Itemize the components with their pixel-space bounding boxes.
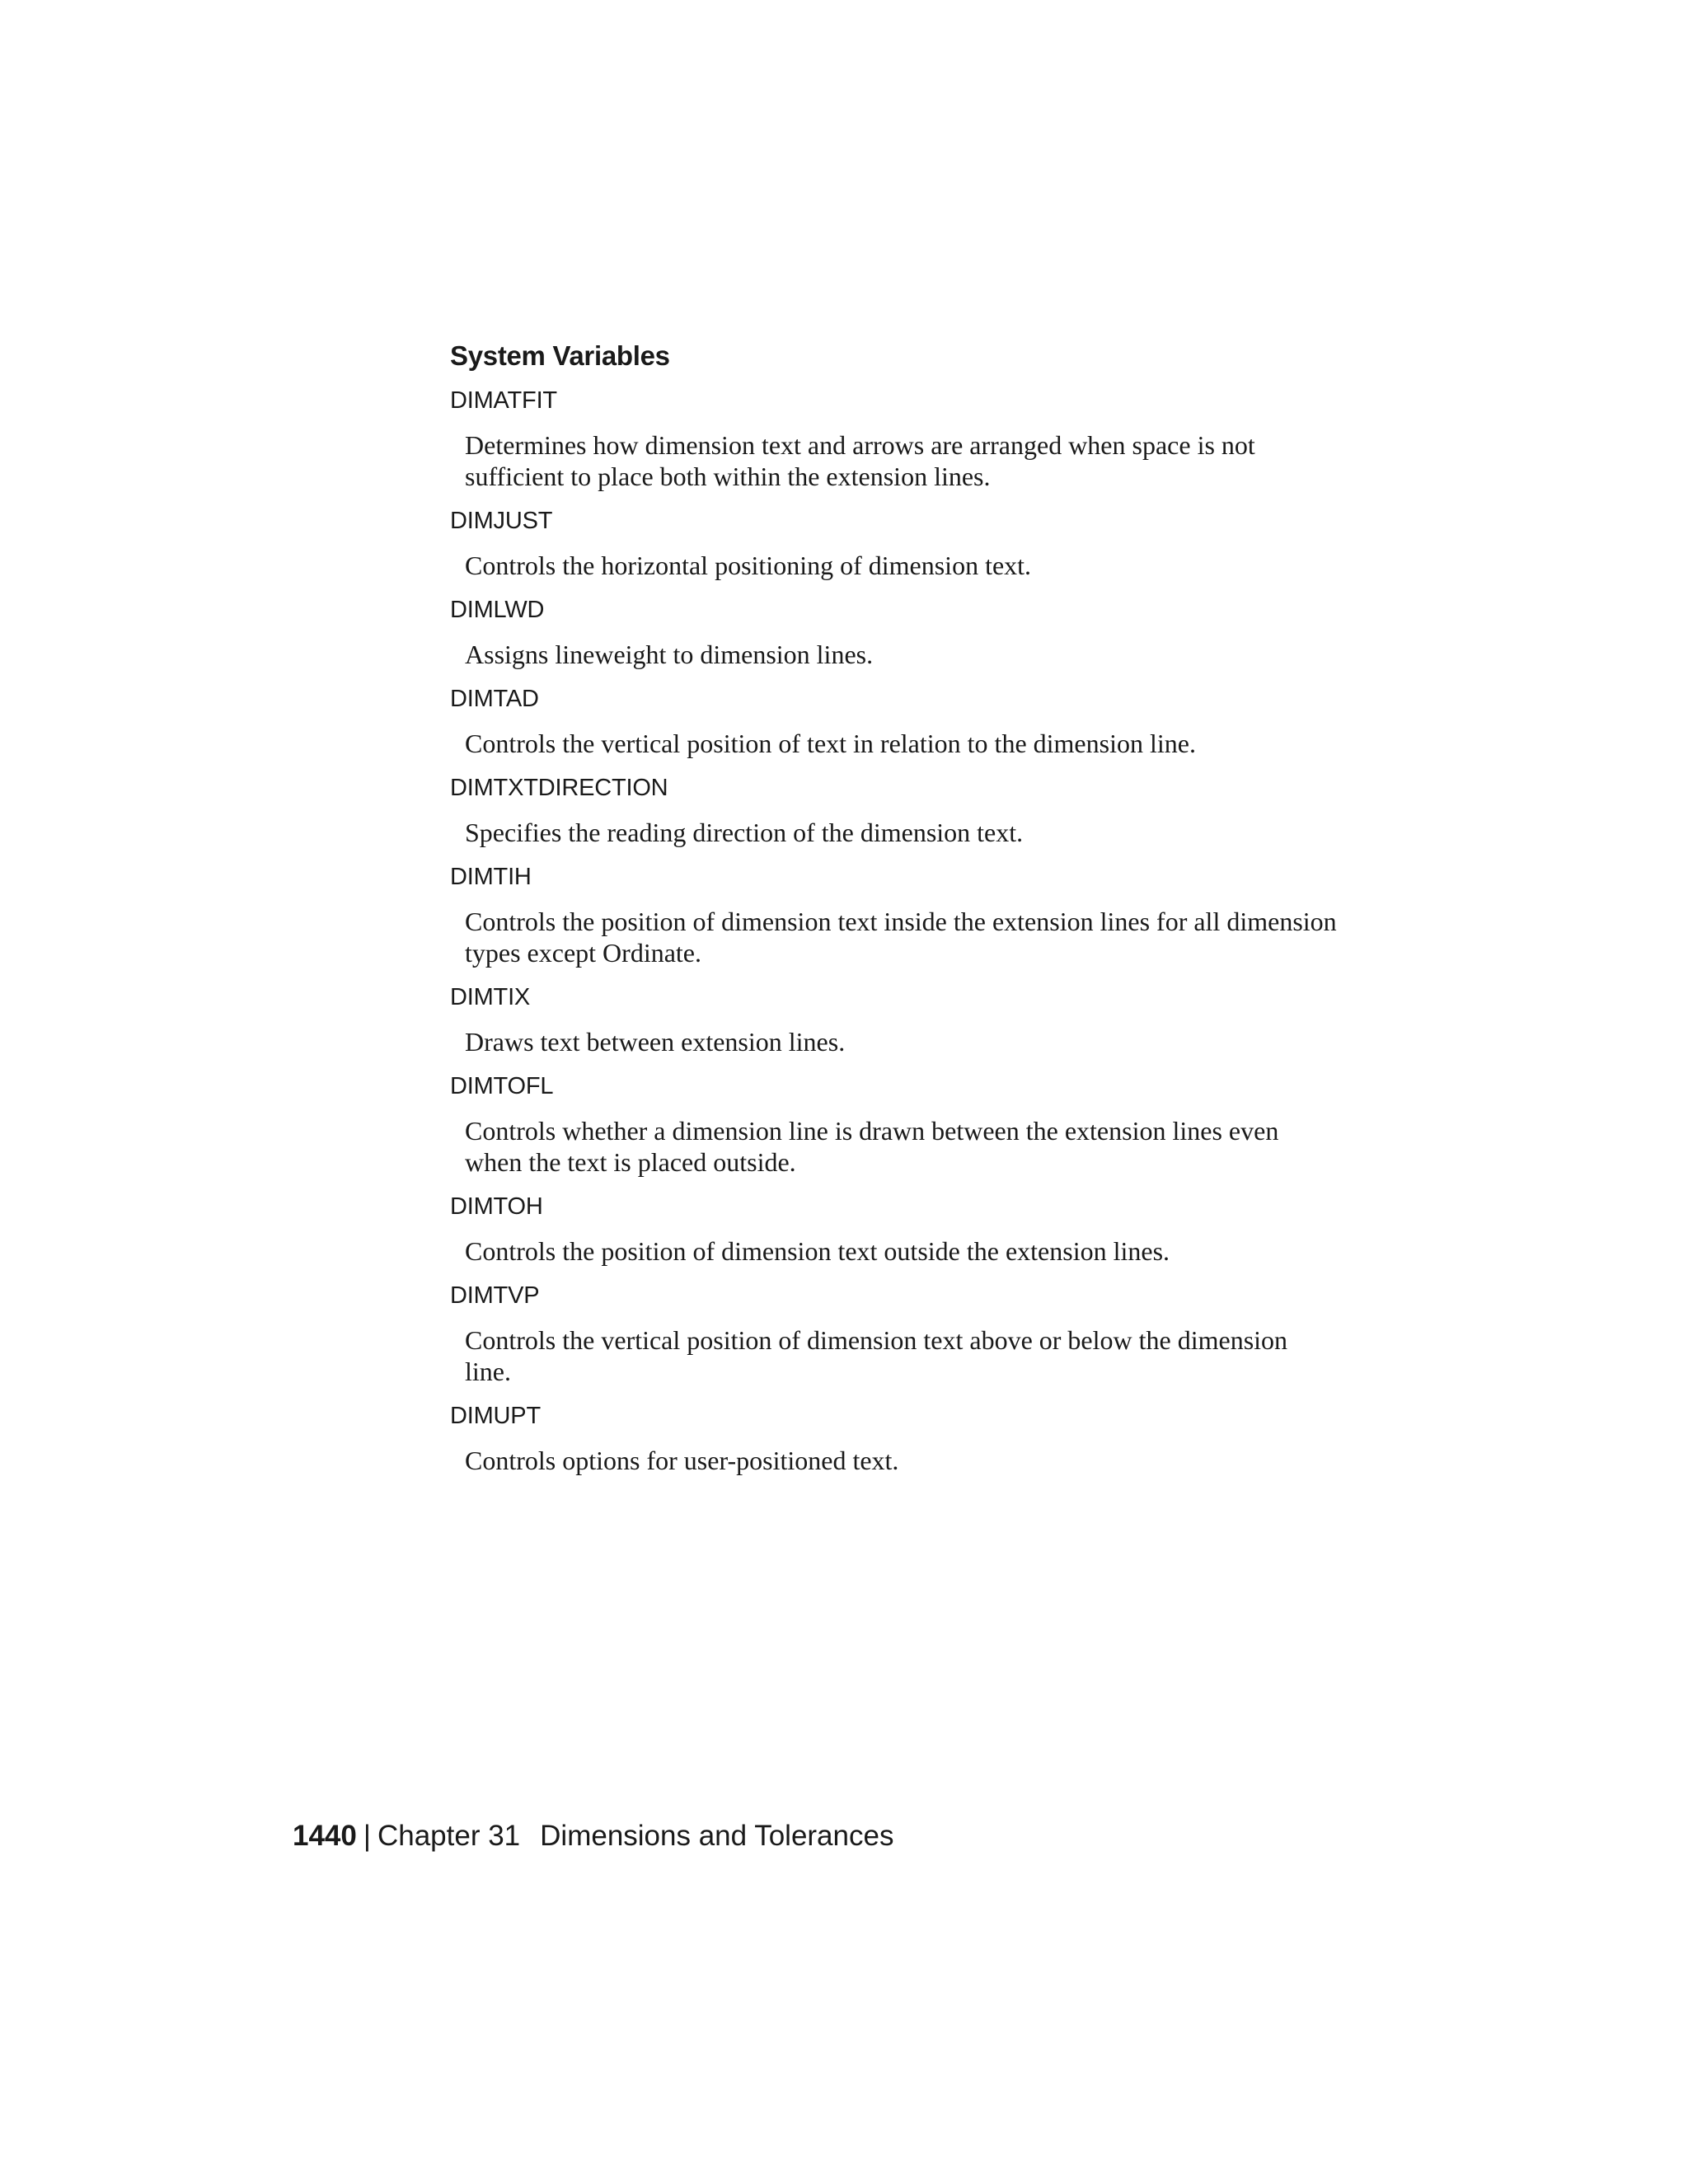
- variable-description-dimupt: Controls options for user-positioned text.: [465, 1446, 899, 1475]
- variable-name-dimtix: DIMTIX: [450, 984, 531, 1010]
- page-number: 1440: [293, 1820, 357, 1852]
- variable-name-dimtvp: DIMTVP: [450, 1282, 540, 1309]
- variable-name-dimtxtdirection: DIMTXTDIRECTION: [450, 775, 668, 801]
- chapter-label: Chapter 31: [377, 1820, 521, 1852]
- variable-description-dimtix: Draws text between extension lines.: [465, 1027, 846, 1057]
- variable-description-dimjust: Controls the horizontal positioning of dimension text.: [465, 551, 1032, 580]
- variable-name-dimjust: DIMJUST: [450, 508, 553, 534]
- variable-name-dimtad: DIMTAD: [450, 686, 539, 712]
- variable-description-dimlwd: Assigns lineweight to dimension lines.: [465, 640, 874, 669]
- page-footer: [293, 1818, 893, 1854]
- variable-description-dimtxtdirection: Specifies the reading direction of the dimension text.: [465, 818, 1024, 847]
- section-heading: System Variables: [450, 340, 670, 371]
- variable-description-dimtoh: Controls the position of dimension text outside the extension lines.: [465, 1236, 1170, 1266]
- variable-description-dimtad: Controls the vertical position of text in relation to the dimension line.: [465, 729, 1196, 758]
- main-content: [450, 338, 1340, 1488]
- variable-description-dimatfit: Determines how dimension text and arrows are arranged when space is not sufficient to place both within the extension lines.: [465, 430, 1255, 491]
- variable-description-dimtofl: Controls whether a dimension line is drawn between the extension lines even when the text is placed outside.: [465, 1116, 1279, 1177]
- chapter-title: Dimensions and Tolerances: [540, 1820, 894, 1852]
- variable-name-dimtoh: DIMTOH: [450, 1193, 543, 1220]
- variable-description-dimtvp: Controls the vertical position of dimension text above or below the dimension line.: [465, 1325, 1288, 1386]
- variable-name-dimatfit: DIMATFIT: [450, 387, 557, 414]
- footer-separator: |: [363, 1820, 371, 1852]
- variable-name-dimtofl: DIMTOFL: [450, 1073, 554, 1099]
- variable-description-dimtih: Controls the position of dimension text inside the extension lines for all dimension types except Ordinate.: [465, 907, 1337, 968]
- variable-name-dimlwd: DIMLWD: [450, 597, 545, 623]
- variable-name-dimupt: DIMUPT: [450, 1403, 541, 1429]
- variable-name-dimtih: DIMTIH: [450, 864, 532, 890]
